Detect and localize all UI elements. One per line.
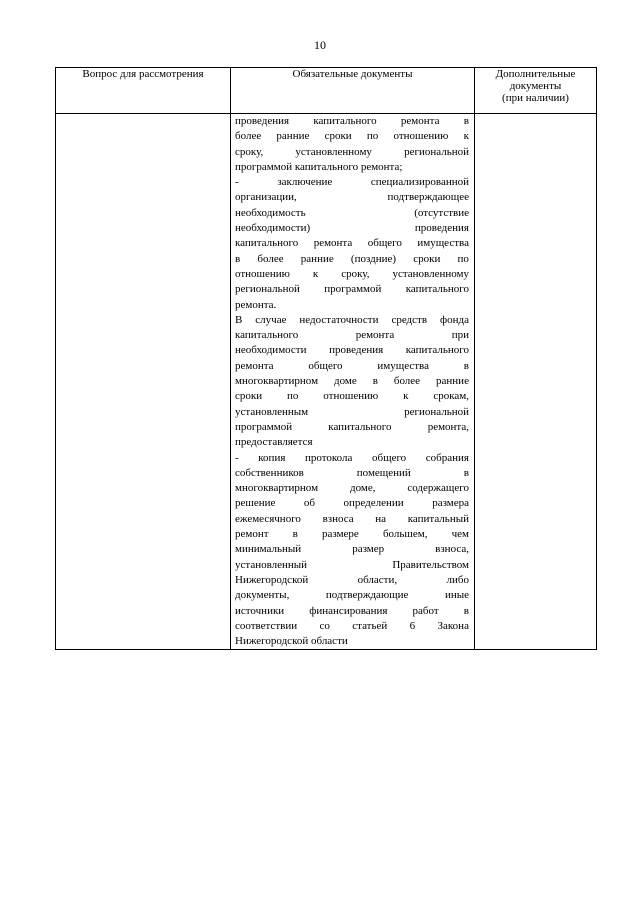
text-line: установленным региональной xyxy=(235,405,469,418)
text-line: Нижегородской области, либо xyxy=(235,573,469,586)
text-line: многоквартирном доме в более ранние xyxy=(235,375,469,388)
header-additional-line-1: Дополнительные xyxy=(495,68,576,80)
header-additional-documents xyxy=(475,68,597,114)
text-line: предоставляется xyxy=(235,436,313,449)
text-line: документы, подтверждающие иные xyxy=(235,589,469,602)
cell-additional-documents xyxy=(475,114,597,650)
text-line: необходимость (отсутствие xyxy=(235,206,469,219)
table-header-row xyxy=(56,68,597,114)
text-line: Нижегородской области xyxy=(235,635,348,648)
cell-required-documents xyxy=(231,114,475,650)
text-line: источники финансирования работ в xyxy=(235,604,469,617)
header-additional-line-3: (при наличии) xyxy=(502,92,569,104)
text-line: установленный Правительством xyxy=(235,558,469,571)
text-line: ремонта. xyxy=(235,298,277,311)
text-line: В случае недостаточности средств фонда xyxy=(235,313,469,326)
text-line: решение об определении размера xyxy=(235,497,469,510)
text-line: ремонта общего имущества в xyxy=(235,359,469,372)
page-number: 10 xyxy=(314,38,326,52)
text-line: организации, подтверждающее xyxy=(235,191,469,204)
header-required-documents-label: Обязательные документы xyxy=(292,68,413,80)
text-line: - копия протокола общего собрания xyxy=(235,451,469,464)
text-line: ежемесячного взноса на капитальный xyxy=(235,512,469,525)
text-line: минимальный размер взноса, xyxy=(235,543,469,556)
text-line: региональной программой капитального xyxy=(235,283,469,296)
header-question xyxy=(56,68,231,114)
text-line: программой капитального ремонта; xyxy=(235,160,403,173)
text-line: сроки по отношению к срокам, xyxy=(235,390,469,403)
text-line: соответствии со статьей 6 Закона xyxy=(235,619,469,632)
text-line: капитального ремонта при xyxy=(235,329,469,342)
text-line: собственников помещений в xyxy=(235,466,469,479)
table-row xyxy=(56,114,597,650)
text-line: проведения капитального ремонта в xyxy=(235,115,469,127)
documents-table xyxy=(55,67,597,650)
text-line: многоквартирном доме, содержащего xyxy=(235,482,469,495)
text-line: необходимости проведения капитального xyxy=(235,344,469,357)
text-line: необходимости) проведения xyxy=(235,222,469,235)
header-question-label: Вопрос для рассмотрения xyxy=(82,68,204,80)
text-line: программой капитального ремонта, xyxy=(235,420,469,433)
cell-question xyxy=(56,114,231,650)
header-required-documents xyxy=(231,68,475,114)
header-additional-line-2: документы xyxy=(509,80,562,92)
text-line: сроку, установленному региональной xyxy=(235,145,469,158)
text-line: в более ранние (поздние) сроки по xyxy=(235,252,469,265)
text-line: ремонт в размере большем, чем xyxy=(235,528,469,541)
text-line: отношению к сроку, установленному xyxy=(235,267,469,280)
required-documents-text xyxy=(231,114,474,649)
text-line: - заключение специализированной xyxy=(235,176,469,189)
text-line: капитального ремонта общего имущества xyxy=(235,237,469,250)
text-line: более ранние сроки по отношению к xyxy=(235,130,469,143)
